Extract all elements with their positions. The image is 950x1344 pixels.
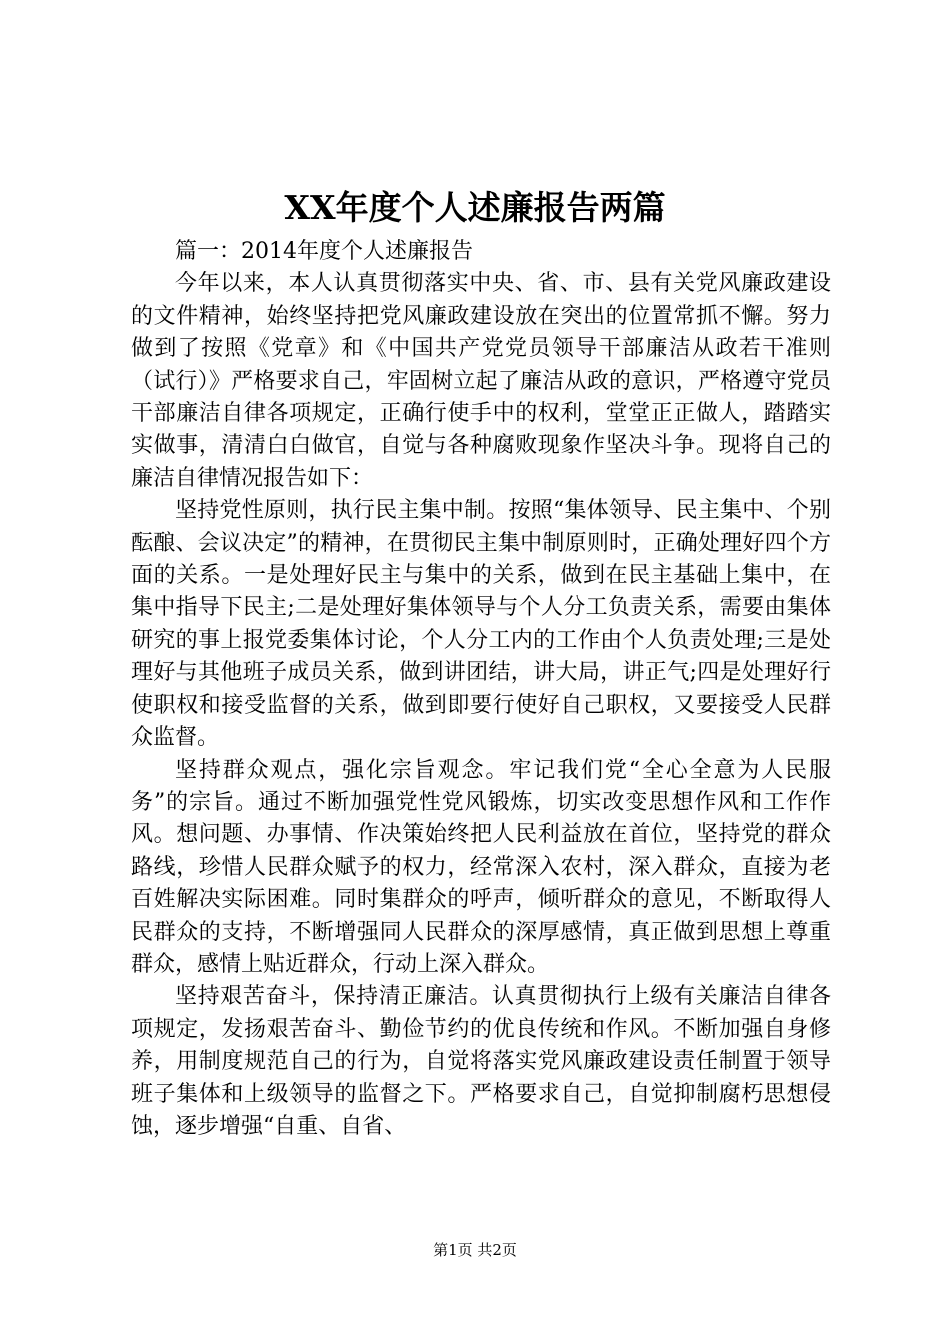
document-body [131,236,831,1143]
body-paragraph: 今年以来，本人认真贯彻落实中央、省、市、县有关党风廉政建设的文件精神，始终坚持把党风廉政建设放在突出的位置常抓不懈。努力做到了按照《党章》和《中国共产党党员领导干部廉洁从政若干准则（试行）》严格要求自己，牢固树立起了廉洁从政的意识，严格遵守党员干部廉洁自律各项规定，正确行使手中的权利，堂堂正正做人，踏踏实实做事，清清白白做官，自觉与各种腐败现象作坚决斗争。现将自己的廉洁自律情况报告如下： [131,271,831,491]
body-paragraph: 坚持艰苦奋斗，保持清正廉洁。认真贯彻执行上级有关廉洁自律各项规定，发扬艰苦奋斗、勤俭节约的优良传统和作风。不断加强自身修养，用制度规范自己的行为，自觉将落实党风廉政建设责任制置于领导班子集体和上级领导的监督之下。严格要求自己，自觉抑制腐朽思想侵蚀，逐步增强“自重、自省、 [131,984,831,1139]
document-title: XX年度个人述廉报告两篇 [284,188,666,227]
body-paragraph: 坚持党性原则，执行民主集中制。按照“集体领导、民主集中、个别酝酿、会议决定”的精神，在贯彻民主集中制原则时，正确处理好四个方面的关系。一是处理好民主与集中的关系，做到在民主基础上集中，在集中指导下民主;二是处理好集体领导与个人分工负责关系，需要由集体研究的事上报党委集体讨论，个人分工内的工作由个人负责处理;三是处理好与其他班子成员关系，做到讲团结，讲大局，讲正气;四是处理好行使职权和接受监督的关系，做到即要行使好自己职权，又要接受人民群众监督。 [131,498,831,751]
section-heading: 篇一：2014年度个人述廉报告 [175,239,473,264]
body-paragraph: 坚持群众观点，强化宗旨观念。牢记我们党“全心全意为人民服务”的宗旨。通过不断加强党性党风锻炼，切实改变思想作风和工作作风。想问题、办事情、作决策始终把人民利益放在首位，坚持党的群众路线，珍惜人民群众赋予的权力，经常深入农村，深入群众，直接为老百姓解决实际困难。同时集群众的呼声，倾听群众的意见，不断取得人民群众的支持，不断增强同人民群众的深厚感情，真正做到思想上尊重群众，感情上贴近群众，行动上深入群众。 [131,757,831,977]
page-footer: 第1页 共2页 [433,1241,517,1259]
